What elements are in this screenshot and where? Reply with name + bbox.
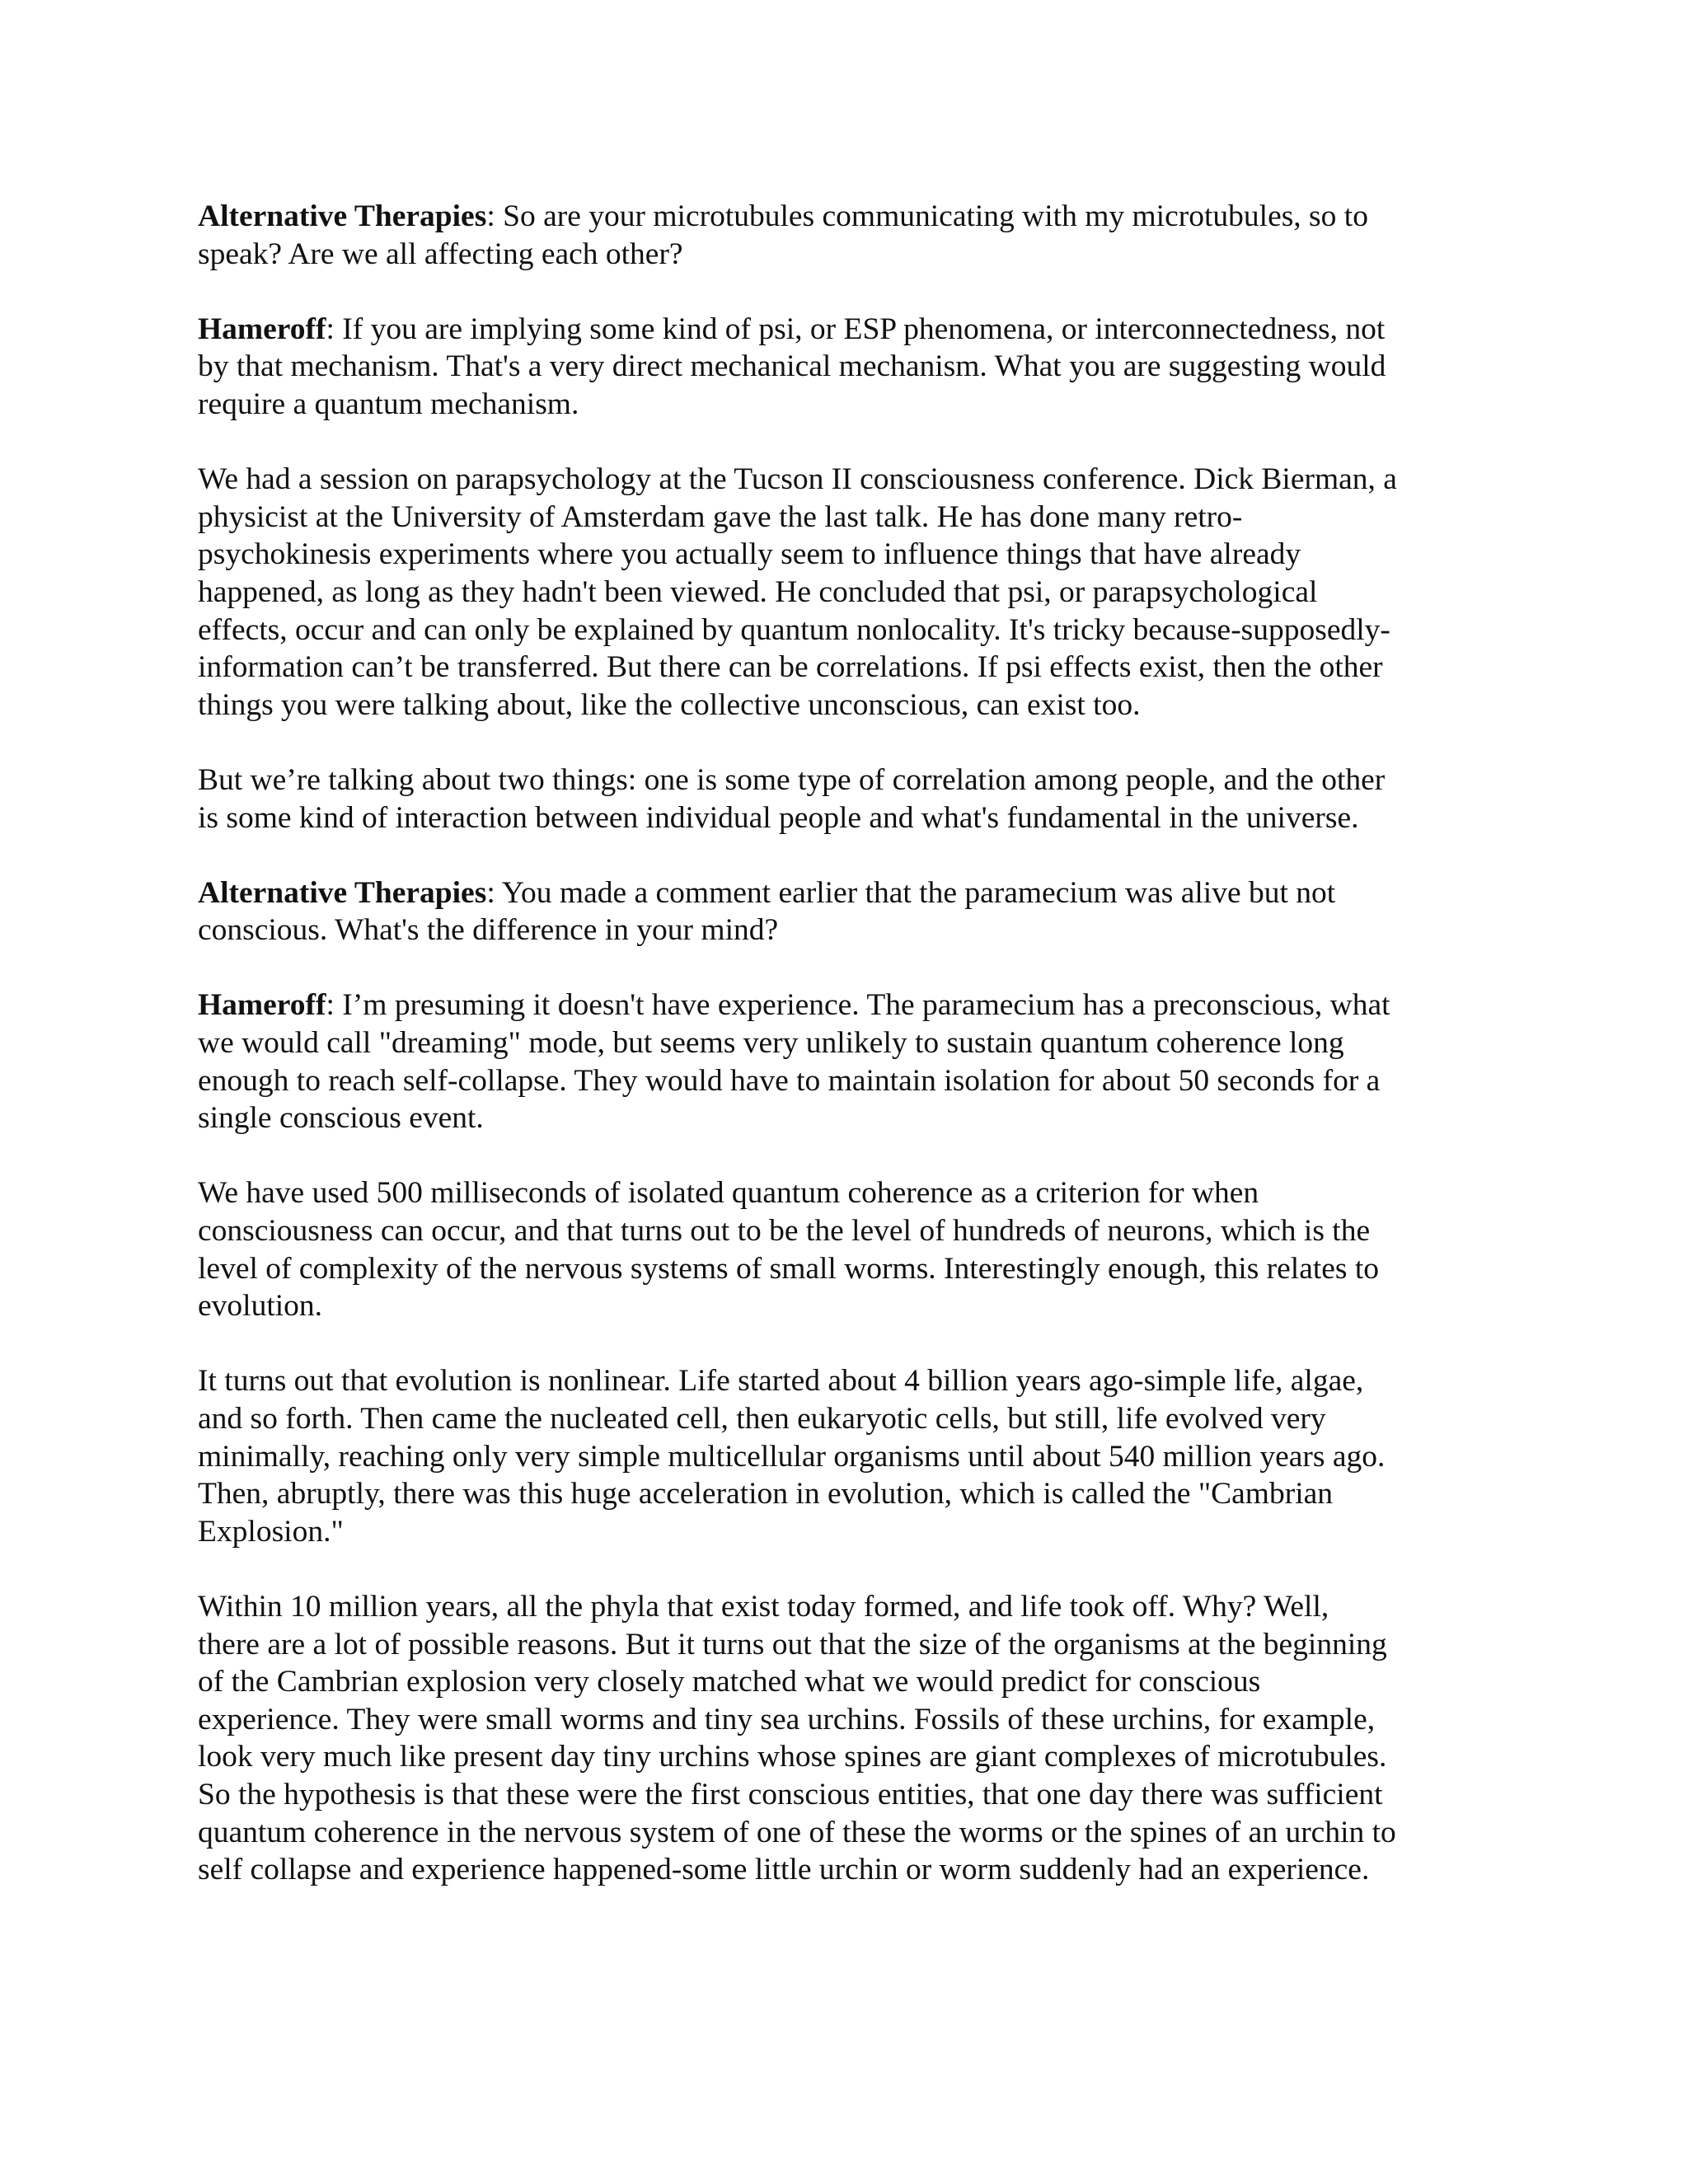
speaker-label: Hameroff	[198, 988, 326, 1023]
speaker-label: Hameroff	[198, 312, 326, 346]
paragraph-hameroff-answer-psi	[198, 311, 1492, 424]
paragraph-text: : If you are implying some kind of psi, or ESP phenomena, or interconnectedness, not by that mechanism. That's a very direct mechanical mechanism. What you are suggesting would require a quantum mechanism.	[198, 312, 1386, 421]
paragraph-two-things	[198, 762, 1492, 837]
paragraph-text: It turns out that evolution is nonlinear. Life started about 4 billion years ago-simple life, algae, and so forth. Then came the nucleated cell, then eukaryotic cells, but still, life evolved very minimally, reaching only very simple multicellular organisms until about 540 million years ago. Then, abruptly, there was this huge acceleration in evolution, which is called the "Cambrian Explosion."	[198, 1364, 1386, 1549]
paragraph-text: We had a session on parapsychology at the Tucson II consciousness conference. Dick Bierman, a physicist at the University of Amsterdam gave the last talk. He has done many retro- psychokinesis experiments where you actually seem to influence things that have already happened, as long as they hadn't been viewed. He concluded that psi, or parapsychological effects, occur and can only be explained by quantum nonlocality. It's tricky because-supposedly- information can’t be transferred. But there can be correlations. If psi effects exist, then the other things you were talking about, like the collective unconscious, can exist too.	[198, 462, 1397, 722]
paragraph-cambrian-explosion	[198, 1588, 1492, 1889]
speaker-label: Alternative Therapies	[198, 875, 487, 910]
paragraph-hameroff-answer-experience	[198, 987, 1492, 1137]
document-page	[198, 198, 1492, 1889]
paragraph-interviewer-question-paramecium	[198, 874, 1492, 949]
paragraph-interviewer-question-microtubules	[198, 198, 1492, 273]
speaker-label: Alternative Therapies	[198, 199, 487, 233]
paragraph-text: Within 10 million years, all the phyla that exist today formed, and life took off. Why? Well, there are a lot of possible reasons. But it turns out that the size of the organisms at the beginning of the Cambrian explosion very closely matched what we would predict for conscious experience. They were small worms and tiny sea urchins. Fossils of these urchins, for example, look very much like present day tiny urchins whose spines are giant complexes of microtubules. So the hypothesis is that these were the first conscious entities, that one day there was sufficient quantum coherence in the nervous system of one of these the worms or the spines of an urchin to self collapse and experience happened-some little urchin or worm suddenly had an experience.	[198, 1589, 1396, 1887]
paragraph-text: : I’m presuming it doesn't have experience. The paramecium has a preconscious, what we would call "dreaming" mode, but seems very unlikely to sustain quantum coherence long enough to reach self-collapse. They would have to maintain isolation for about 50 seconds for a single conscious event.	[198, 988, 1390, 1136]
paragraph-evolution-nonlinear	[198, 1362, 1492, 1550]
paragraph-text: : So are your microtubules communicating with my microtubules, so to speak? Are we all affecting each other?	[198, 199, 1368, 271]
paragraph-parapsychology-session	[198, 461, 1492, 724]
paragraph-text: We have used 500 milliseconds of isolated quantum coherence as a criterion for when consciousness can occur, and that turns out to be the level of hundreds of neurons, which is the level of complexity of the nervous systems of small worms. Interestingly enough, this relates to evolution.	[198, 1176, 1380, 1324]
paragraph-text: But we’re talking about two things: one is some type of correlation among people, and the other is some kind of interaction between individual people and what's fundamental in the universe.	[198, 762, 1386, 835]
paragraph-quantum-coherence-criterion	[198, 1174, 1492, 1324]
paragraph-text: : You made a comment earlier that the paramecium was alive but not conscious. What's the difference in your mind?	[198, 875, 1336, 948]
